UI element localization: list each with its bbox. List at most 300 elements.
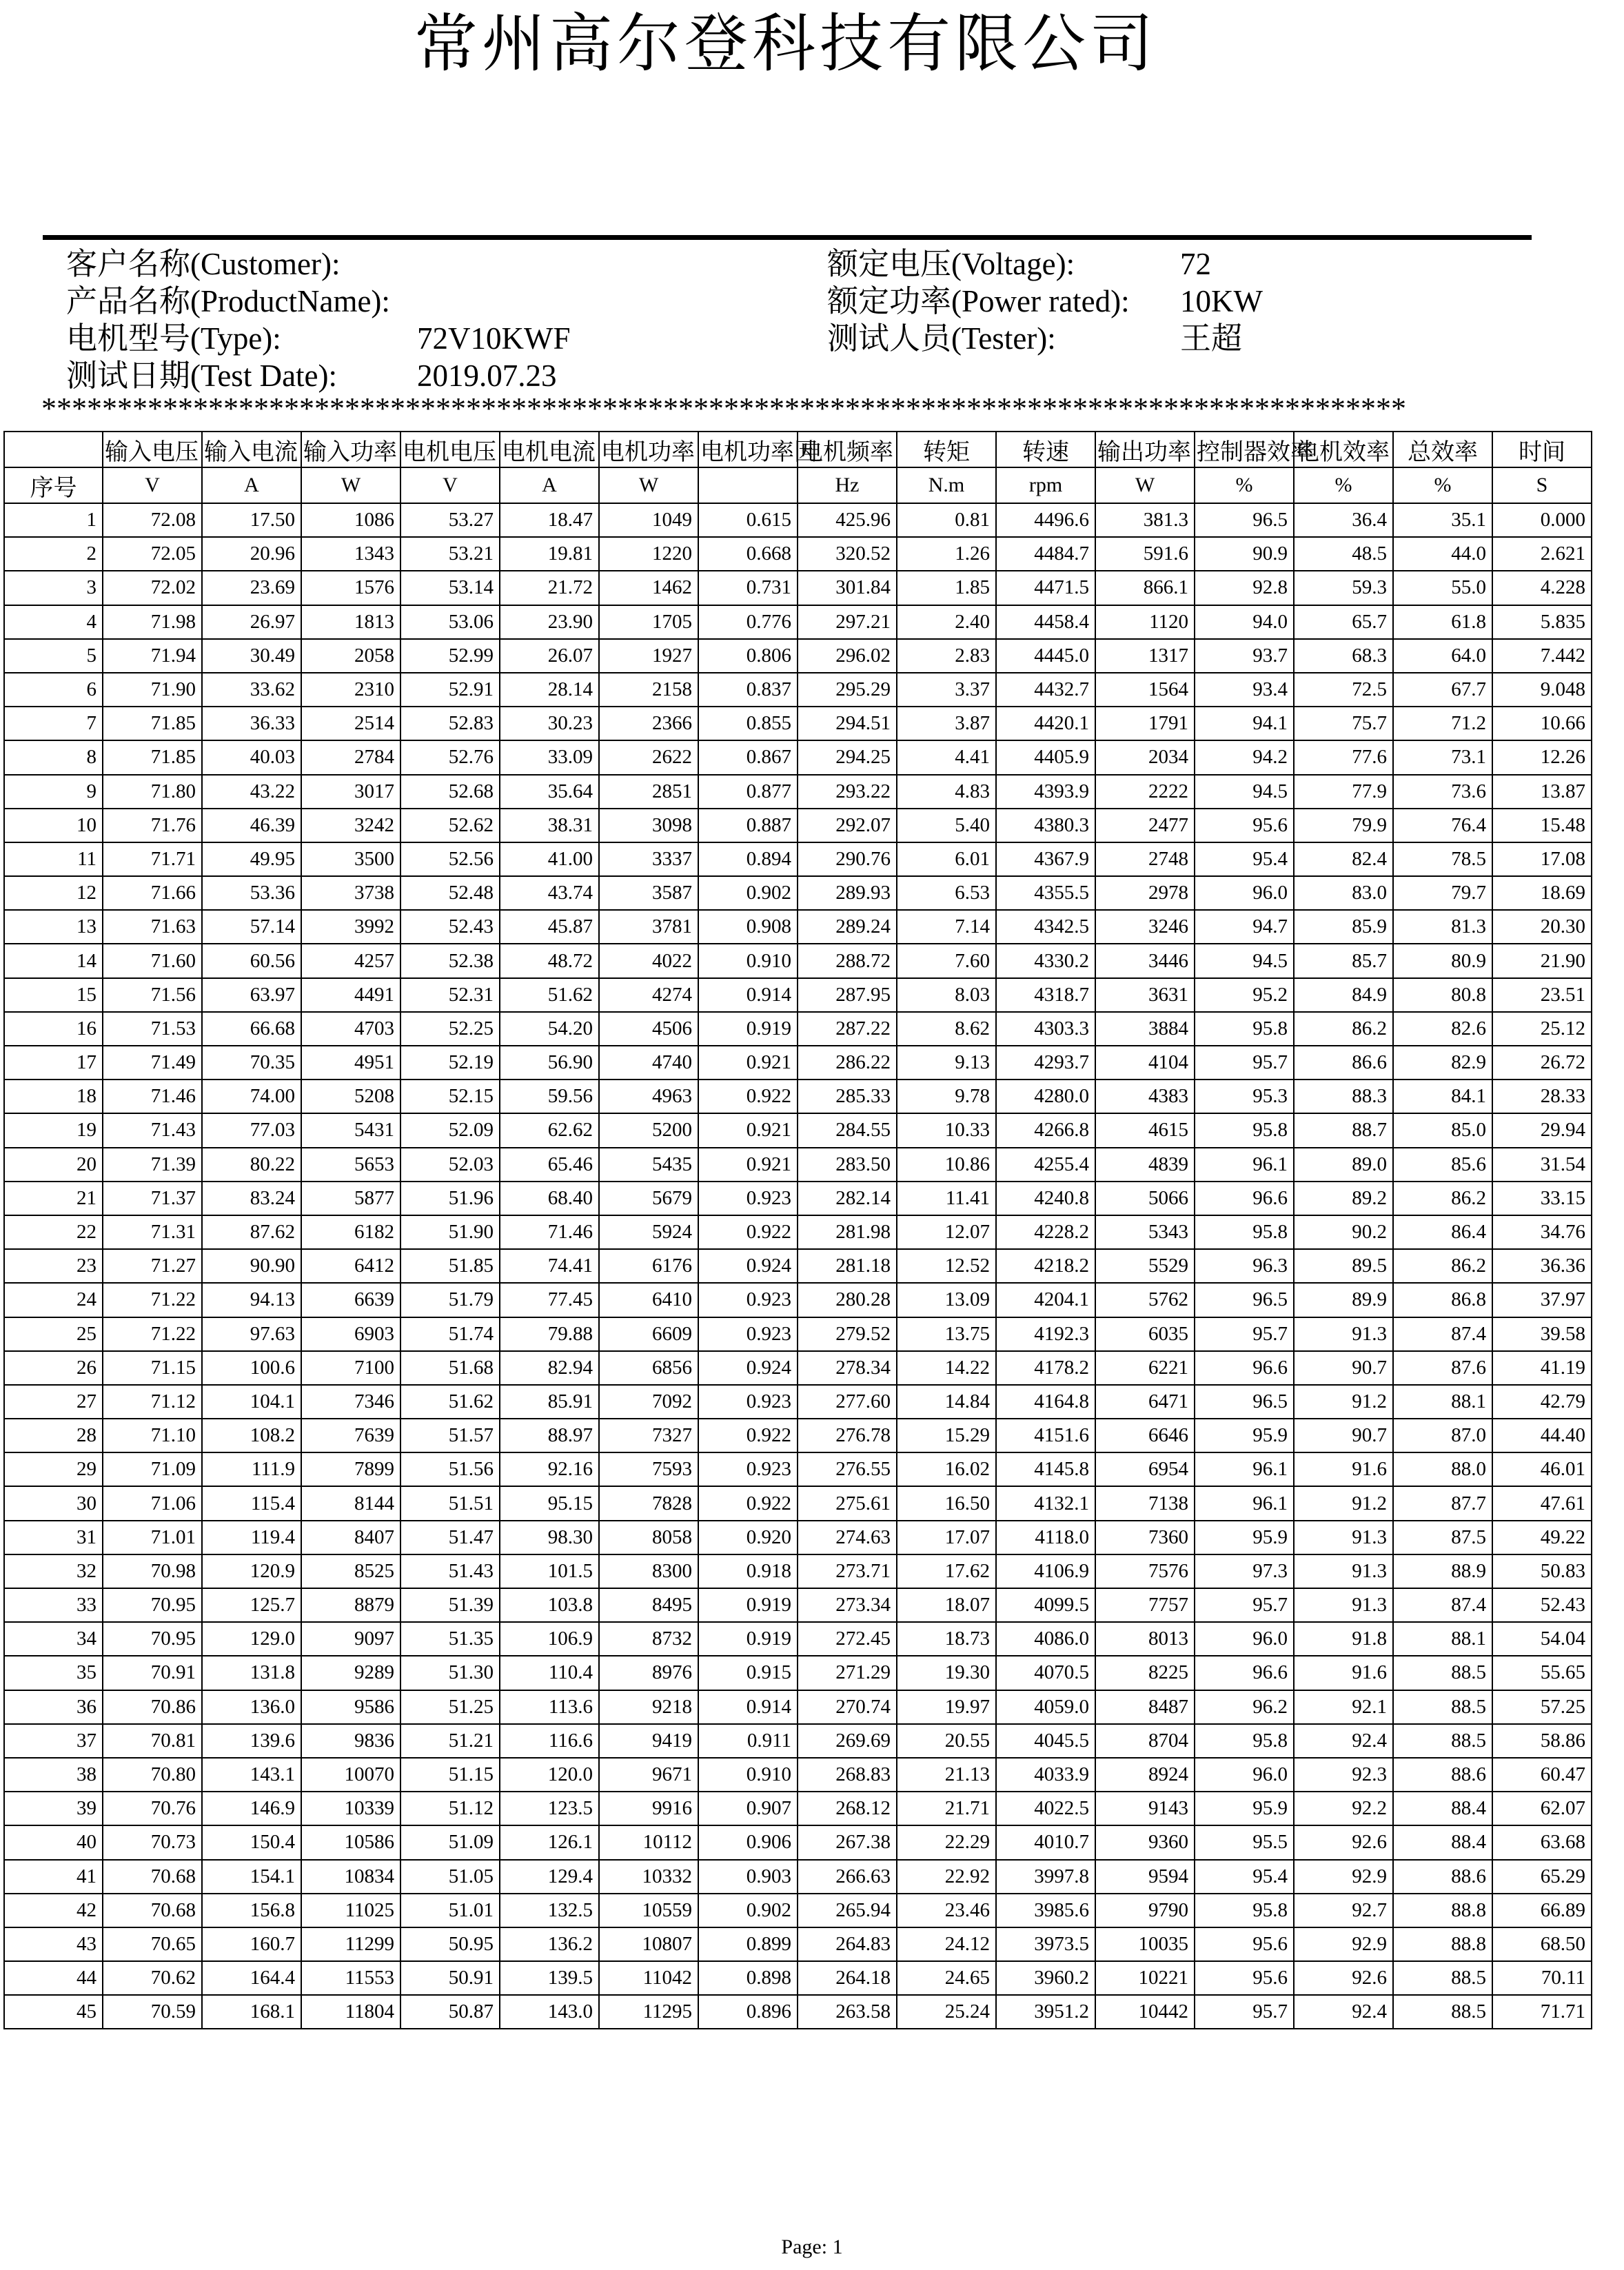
- table-cell: 82.9: [1393, 1046, 1492, 1080]
- table-cell: 4303.3: [996, 1012, 1095, 1046]
- table-cell: 7.60: [897, 944, 996, 977]
- table-cell: 4164.8: [996, 1385, 1095, 1419]
- table-cell: 23.51: [1492, 978, 1592, 1012]
- table-cell: 265.94: [798, 1894, 897, 1927]
- table-cell: 4118.0: [996, 1521, 1095, 1554]
- table-cell: 0.896: [698, 1995, 798, 2029]
- row-index-cell: 36: [4, 1690, 103, 1724]
- table-cell: 87.62: [202, 1215, 301, 1249]
- table-cell: 6609: [599, 1317, 698, 1351]
- table-cell: 26.97: [202, 605, 301, 639]
- table-row: [4, 1182, 1592, 1215]
- header-cell: 总效率: [1393, 432, 1492, 467]
- table-cell: 4491: [301, 978, 400, 1012]
- table-cell: 6410: [599, 1283, 698, 1317]
- table-cell: 3017: [301, 775, 400, 809]
- table-cell: 125.7: [202, 1588, 301, 1622]
- table-cell: 287.22: [798, 1012, 897, 1046]
- table-cell: 86.8: [1393, 1283, 1492, 1317]
- table-cell: 20.30: [1492, 910, 1592, 944]
- table-cell: 110.4: [500, 1656, 599, 1690]
- table-cell: 0.918: [698, 1554, 798, 1588]
- table-cell: 4393.9: [996, 775, 1095, 809]
- table-cell: 95.4: [1195, 842, 1294, 876]
- table-cell: 77.45: [500, 1283, 599, 1317]
- table-cell: 92.9: [1294, 1860, 1393, 1894]
- table-cell: 92.4: [1294, 1995, 1393, 2029]
- table-cell: 87.6: [1393, 1351, 1492, 1385]
- table-cell: 3242: [301, 809, 400, 842]
- table-cell: 21.13: [897, 1758, 996, 1792]
- voltage-label: 额定电压(Voltage):: [827, 247, 1075, 281]
- table-cell: 4445.0: [996, 639, 1095, 673]
- table-cell: 88.7: [1294, 1113, 1393, 1147]
- star-separator: ******************************************************************************************: [41, 392, 1406, 425]
- table-row: [4, 910, 1592, 944]
- table-cell: 0.668: [698, 537, 798, 571]
- table-cell: 28.14: [500, 673, 599, 707]
- table-cell: 51.68: [400, 1351, 500, 1385]
- table-row: [4, 707, 1592, 740]
- header-cell: 时间: [1492, 432, 1592, 467]
- table-cell: 8013: [1095, 1622, 1195, 1656]
- table-cell: 3738: [301, 876, 400, 910]
- table-cell: 4059.0: [996, 1690, 1095, 1724]
- table-cell: 13.87: [1492, 775, 1592, 809]
- table-cell: 5208: [301, 1080, 400, 1113]
- table-cell: 70.95: [103, 1588, 202, 1622]
- table-cell: 92.16: [500, 1452, 599, 1486]
- table-cell: 15.48: [1492, 809, 1592, 842]
- row-index-cell: 45: [4, 1995, 103, 2029]
- table-cell: 87.7: [1393, 1486, 1492, 1520]
- table-cell: 10112: [599, 1825, 698, 1859]
- table-cell: 4022.5: [996, 1792, 1095, 1825]
- table-cell: 4178.2: [996, 1351, 1095, 1385]
- table-cell: 91.8: [1294, 1622, 1393, 1656]
- table-cell: 283.50: [798, 1148, 897, 1182]
- table-cell: 91.3: [1294, 1317, 1393, 1351]
- table-cell: 268.83: [798, 1758, 897, 1792]
- table-row: [4, 1046, 1592, 1080]
- table-cell: 92.9: [1294, 1927, 1393, 1961]
- table-cell: 26.07: [500, 639, 599, 673]
- table-cell: 31.54: [1492, 1148, 1592, 1182]
- table-cell: 1.85: [897, 571, 996, 605]
- table-cell: 281.98: [798, 1215, 897, 1249]
- table-cell: 5877: [301, 1182, 400, 1215]
- table-cell: 71.63: [103, 910, 202, 944]
- table-cell: 0.919: [698, 1622, 798, 1656]
- row-index-cell: 42: [4, 1894, 103, 1927]
- table-cell: 95.7: [1195, 1588, 1294, 1622]
- table-cell: 4033.9: [996, 1758, 1095, 1792]
- table-cell: 8487: [1095, 1690, 1195, 1724]
- power-label: 额定功率(Power rated):: [827, 284, 1130, 318]
- table-cell: 150.4: [202, 1825, 301, 1859]
- row-index-cell: 23: [4, 1249, 103, 1283]
- table-cell: 64.0: [1393, 639, 1492, 673]
- table-cell: 36.33: [202, 707, 301, 740]
- table-cell: 77.9: [1294, 775, 1393, 809]
- table-cell: 5679: [599, 1182, 698, 1215]
- table-cell: 52.25: [400, 1012, 500, 1046]
- table-cell: 88.4: [1393, 1825, 1492, 1859]
- table-cell: 94.5: [1195, 775, 1294, 809]
- table-cell: 0.903: [698, 1860, 798, 1894]
- table-cell: 70.81: [103, 1724, 202, 1758]
- table-cell: 111.9: [202, 1452, 301, 1486]
- table-cell: 4280.0: [996, 1080, 1095, 1113]
- table-cell: 1813: [301, 605, 400, 639]
- row-index-cell: 30: [4, 1486, 103, 1520]
- table-cell: 70.73: [103, 1825, 202, 1859]
- table-cell: 95.15: [500, 1486, 599, 1520]
- table-cell: 120.0: [500, 1758, 599, 1792]
- table-cell: 1220: [599, 537, 698, 571]
- table-cell: 2310: [301, 673, 400, 707]
- table-cell: 119.4: [202, 1521, 301, 1554]
- table-cell: 168.1: [202, 1995, 301, 2029]
- table-cell: 33.62: [202, 673, 301, 707]
- table-cell: 7092: [599, 1385, 698, 1419]
- table-cell: 52.83: [400, 707, 500, 740]
- table-cell: 52.56: [400, 842, 500, 876]
- table-cell: 136.0: [202, 1690, 301, 1724]
- table-cell: 25.12: [1492, 1012, 1592, 1046]
- table-cell: 103.8: [500, 1588, 599, 1622]
- table-cell: 70.95: [103, 1622, 202, 1656]
- header-cell: [4, 432, 103, 467]
- table-cell: 30.49: [202, 639, 301, 673]
- table-cell: 1343: [301, 537, 400, 571]
- table-cell: 0.898: [698, 1961, 798, 1995]
- table-cell: 95.9: [1195, 1521, 1294, 1554]
- table-cell: 5529: [1095, 1249, 1195, 1283]
- table-cell: 44.40: [1492, 1419, 1592, 1452]
- table-cell: 74.00: [202, 1080, 301, 1113]
- table-row: [4, 1419, 1592, 1452]
- table-cell: 71.53: [103, 1012, 202, 1046]
- row-index-cell: 2: [4, 537, 103, 571]
- table-cell: 266.63: [798, 1860, 897, 1894]
- voltage-value: 72: [1180, 247, 1211, 281]
- table-cell: 10221: [1095, 1961, 1195, 1995]
- table-cell: 86.2: [1393, 1182, 1492, 1215]
- table-cell: 91.2: [1294, 1486, 1393, 1520]
- table-cell: 5435: [599, 1148, 698, 1182]
- table-cell: 56.90: [500, 1046, 599, 1080]
- table-cell: 84.1: [1393, 1080, 1492, 1113]
- row-index-cell: 33: [4, 1588, 103, 1622]
- table-cell: 91.3: [1294, 1588, 1393, 1622]
- table-cell: 88.3: [1294, 1080, 1393, 1113]
- table-cell: 10834: [301, 1860, 400, 1894]
- table-cell: 95.7: [1195, 1317, 1294, 1351]
- table-cell: 61.8: [1393, 605, 1492, 639]
- table-row: [4, 944, 1592, 977]
- table-row: [4, 571, 1592, 605]
- table-row: [4, 639, 1592, 673]
- table-cell: 65.29: [1492, 1860, 1592, 1894]
- table-cell: 72.08: [103, 503, 202, 537]
- table-cell: 8058: [599, 1521, 698, 1554]
- table-cell: 9586: [301, 1690, 400, 1724]
- table-cell: 59.3: [1294, 571, 1393, 605]
- table-cell: 1791: [1095, 707, 1195, 740]
- header-cell: 电机功率因: [698, 432, 798, 467]
- table-cell: 65.7: [1294, 605, 1393, 639]
- table-cell: 46.39: [202, 809, 301, 842]
- table-cell: 20.96: [202, 537, 301, 571]
- table-cell: 70.68: [103, 1860, 202, 1894]
- table-cell: 0.914: [698, 1690, 798, 1724]
- table-cell: 71.46: [103, 1080, 202, 1113]
- table-cell: 381.3: [1095, 503, 1195, 537]
- table-cell: 1462: [599, 571, 698, 605]
- table-cell: 10559: [599, 1894, 698, 1927]
- table-cell: 2.40: [897, 605, 996, 639]
- table-cell: 91.3: [1294, 1554, 1393, 1588]
- table-cell: 4484.7: [996, 537, 1095, 571]
- table-cell: 9.13: [897, 1046, 996, 1080]
- table-cell: 6856: [599, 1351, 698, 1385]
- table-cell: 52.62: [400, 809, 500, 842]
- table-cell: 10442: [1095, 1995, 1195, 2029]
- table-cell: 131.8: [202, 1656, 301, 1690]
- table-cell: 24.65: [897, 1961, 996, 1995]
- table-cell: 7757: [1095, 1588, 1195, 1622]
- table-cell: 95.8: [1195, 1012, 1294, 1046]
- table-cell: 425.96: [798, 503, 897, 537]
- table-cell: 9360: [1095, 1825, 1195, 1859]
- table-cell: 1120: [1095, 605, 1195, 639]
- table-cell: 95.6: [1195, 1927, 1294, 1961]
- table-cell: 4132.1: [996, 1486, 1095, 1520]
- table-cell: 89.5: [1294, 1249, 1393, 1283]
- table-cell: 28.33: [1492, 1080, 1592, 1113]
- table-cell: 4496.6: [996, 503, 1095, 537]
- table-cell: 71.56: [103, 978, 202, 1012]
- table-cell: 4951: [301, 1046, 400, 1080]
- table-cell: 71.22: [103, 1283, 202, 1317]
- table-cell: 4355.5: [996, 876, 1095, 910]
- table-cell: 71.31: [103, 1215, 202, 1249]
- table-cell: 3973.5: [996, 1927, 1095, 1961]
- table-cell: 73.1: [1393, 740, 1492, 774]
- tester-label: 测试人员(Tester):: [827, 321, 1056, 356]
- table-row: [4, 1283, 1592, 1317]
- table-cell: 17.62: [897, 1554, 996, 1588]
- table-cell: 8225: [1095, 1656, 1195, 1690]
- table-cell: 290.76: [798, 842, 897, 876]
- table-cell: 90.9: [1195, 537, 1294, 571]
- table-cell: 52.76: [400, 740, 500, 774]
- table-row: [4, 1690, 1592, 1724]
- table-row: [4, 1995, 1592, 2029]
- table-cell: 1927: [599, 639, 698, 673]
- table-cell: 21.90: [1492, 944, 1592, 977]
- table-cell: 17.08: [1492, 842, 1592, 876]
- table-cell: 96.0: [1195, 1622, 1294, 1656]
- row-index-cell: 15: [4, 978, 103, 1012]
- table-cell: 85.91: [500, 1385, 599, 1419]
- table-cell: 71.09: [103, 1452, 202, 1486]
- table-cell: 92.3: [1294, 1758, 1393, 1792]
- table-cell: 95.8: [1195, 1724, 1294, 1758]
- table-cell: 51.56: [400, 1452, 500, 1486]
- table-cell: 0.921: [698, 1046, 798, 1080]
- table-cell: 13.09: [897, 1283, 996, 1317]
- row-index-cell: 6: [4, 673, 103, 707]
- table-cell: 9143: [1095, 1792, 1195, 1825]
- table-cell: 284.55: [798, 1113, 897, 1147]
- row-index-cell: 13: [4, 910, 103, 944]
- row-index-cell: 35: [4, 1656, 103, 1690]
- table-cell: 5653: [301, 1148, 400, 1182]
- table-cell: 5431: [301, 1113, 400, 1147]
- row-index-cell: 39: [4, 1792, 103, 1825]
- table-cell: 7360: [1095, 1521, 1195, 1554]
- unit-cell: W: [301, 467, 400, 503]
- table-cell: 36.36: [1492, 1249, 1592, 1283]
- row-index-cell: 26: [4, 1351, 103, 1385]
- table-cell: 19.81: [500, 537, 599, 571]
- table-cell: 273.34: [798, 1588, 897, 1622]
- table-cell: 6412: [301, 1249, 400, 1283]
- table-cell: 263.58: [798, 1995, 897, 2029]
- table-cell: 0.731: [698, 571, 798, 605]
- table-cell: 22.29: [897, 1825, 996, 1859]
- row-index-cell: 11: [4, 842, 103, 876]
- table-cell: 51.74: [400, 1317, 500, 1351]
- table-cell: 143.1: [202, 1758, 301, 1792]
- table-cell: 0.000: [1492, 503, 1592, 537]
- table-cell: 79.88: [500, 1317, 599, 1351]
- row-index-cell: 16: [4, 1012, 103, 1046]
- table-cell: 8407: [301, 1521, 400, 1554]
- table-cell: 4192.3: [996, 1317, 1095, 1351]
- table-cell: 9836: [301, 1724, 400, 1758]
- table-cell: 33.15: [1492, 1182, 1592, 1215]
- table-cell: 301.84: [798, 571, 897, 605]
- row-index-cell: 1: [4, 503, 103, 537]
- table-cell: 71.15: [103, 1351, 202, 1385]
- table-cell: 0.899: [698, 1927, 798, 1961]
- table-cell: 86.6: [1294, 1046, 1393, 1080]
- table-cell: 0.877: [698, 775, 798, 809]
- table-row: [4, 1215, 1592, 1249]
- table-row: [4, 876, 1592, 910]
- table-cell: 48.72: [500, 944, 599, 977]
- table-row: [4, 1656, 1592, 1690]
- table-cell: 136.2: [500, 1927, 599, 1961]
- table-cell: 3997.8: [996, 1860, 1095, 1894]
- table-cell: 5066: [1095, 1182, 1195, 1215]
- table-cell: 96.6: [1195, 1351, 1294, 1385]
- table-cell: 83.24: [202, 1182, 301, 1215]
- header-cell: 输入电流: [202, 432, 301, 467]
- table-cell: 281.18: [798, 1249, 897, 1283]
- table-cell: 0.920: [698, 1521, 798, 1554]
- table-cell: 59.56: [500, 1080, 599, 1113]
- table-row: [4, 1825, 1592, 1859]
- table-cell: 4367.9: [996, 842, 1095, 876]
- table-cell: 164.4: [202, 1961, 301, 1995]
- table-cell: 4218.2: [996, 1249, 1095, 1283]
- test-date-label: 测试日期(Test Date):: [66, 358, 338, 393]
- table-cell: 146.9: [202, 1792, 301, 1825]
- table-cell: 94.2: [1195, 740, 1294, 774]
- table-cell: 0.922: [698, 1419, 798, 1452]
- table-cell: 4022: [599, 944, 698, 977]
- table-cell: 96.0: [1195, 1758, 1294, 1792]
- table-cell: 95.3: [1195, 1080, 1294, 1113]
- table-cell: 90.90: [202, 1249, 301, 1283]
- table-cell: 83.0: [1294, 876, 1393, 910]
- table-cell: 0.924: [698, 1351, 798, 1385]
- table-cell: 35.1: [1393, 503, 1492, 537]
- unit-cell: V: [400, 467, 500, 503]
- table-cell: 0.922: [698, 1486, 798, 1520]
- table-cell: 4240.8: [996, 1182, 1095, 1215]
- row-index-cell: 20: [4, 1148, 103, 1182]
- table-cell: 4099.5: [996, 1588, 1095, 1622]
- table-cell: 2851: [599, 775, 698, 809]
- table-cell: 92.6: [1294, 1825, 1393, 1859]
- table-row: [4, 1148, 1592, 1182]
- table-cell: 98.30: [500, 1521, 599, 1554]
- row-index-cell: 43: [4, 1927, 103, 1961]
- table-cell: 95.5: [1195, 1825, 1294, 1859]
- table-row: [4, 1385, 1592, 1419]
- table-cell: 3985.6: [996, 1894, 1095, 1927]
- table-cell: 51.12: [400, 1792, 500, 1825]
- table-cell: 52.43: [400, 910, 500, 944]
- table-cell: 9097: [301, 1622, 400, 1656]
- table-cell: 17.07: [897, 1521, 996, 1554]
- table-cell: 264.18: [798, 1961, 897, 1995]
- table-cell: 51.62: [500, 978, 599, 1012]
- table-cell: 9289: [301, 1656, 400, 1690]
- table-cell: 71.60: [103, 944, 202, 977]
- table-cell: 100.6: [202, 1351, 301, 1385]
- table-cell: 2748: [1095, 842, 1195, 876]
- table-cell: 7138: [1095, 1486, 1195, 1520]
- table-cell: 108.2: [202, 1419, 301, 1452]
- table-cell: 70.68: [103, 1894, 202, 1927]
- table-cell: 51.85: [400, 1249, 500, 1283]
- table-cell: 51.57: [400, 1419, 500, 1452]
- table-cell: 96.2: [1195, 1690, 1294, 1724]
- table-cell: 71.06: [103, 1486, 202, 1520]
- table-cell: 60.47: [1492, 1758, 1592, 1792]
- table-cell: 26.72: [1492, 1046, 1592, 1080]
- table-cell: 2477: [1095, 809, 1195, 842]
- header-cell: 电机频率: [798, 432, 897, 467]
- table-cell: 74.41: [500, 1249, 599, 1283]
- table-cell: 51.15: [400, 1758, 500, 1792]
- table-cell: 94.0: [1195, 605, 1294, 639]
- table-cell: 89.0: [1294, 1148, 1393, 1182]
- table-cell: 2784: [301, 740, 400, 774]
- table-cell: 71.76: [103, 809, 202, 842]
- table-cell: 3631: [1095, 978, 1195, 1012]
- table-cell: 96.5: [1195, 1283, 1294, 1317]
- table-cell: 4204.1: [996, 1283, 1095, 1317]
- table-cell: 88.6: [1393, 1860, 1492, 1894]
- table-cell: 90.2: [1294, 1215, 1393, 1249]
